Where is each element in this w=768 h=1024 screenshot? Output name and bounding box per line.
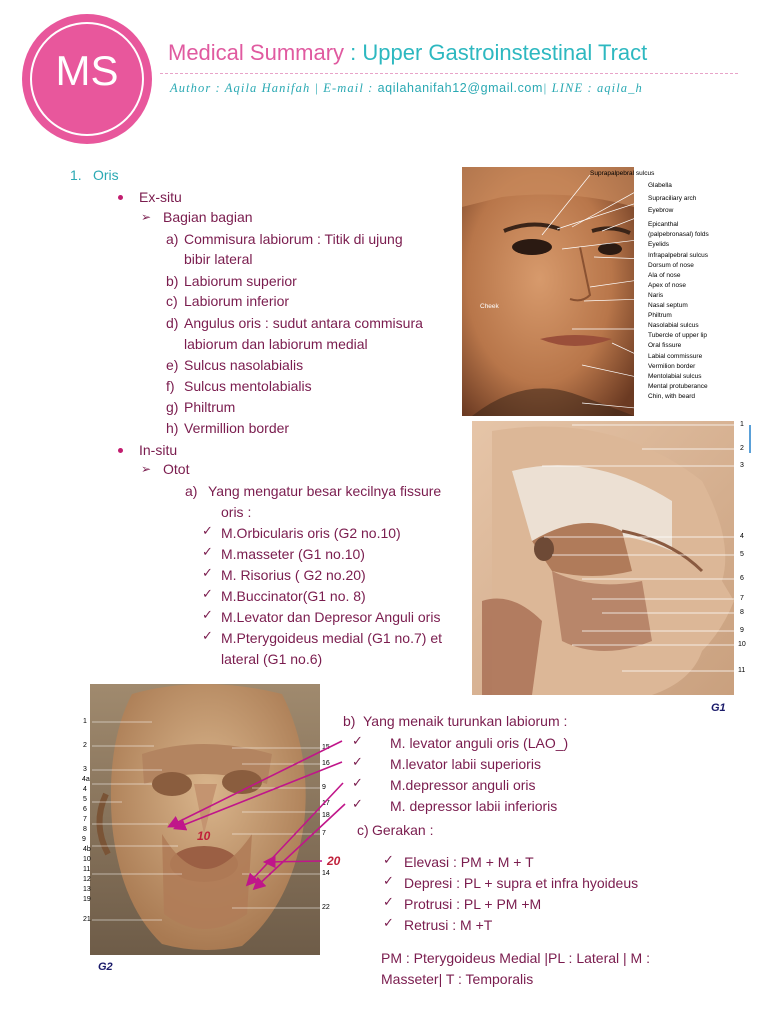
group-b-text: Yang menaik turunkan labiorum : (363, 713, 568, 729)
author-email[interactable]: aqilahanifah12@gmail.com (377, 81, 543, 95)
g2-marker-20: 20 (327, 854, 341, 868)
checkmark-icon: ✓ (352, 776, 363, 791)
checkmark-icon: ✓ (383, 895, 394, 910)
g1-number: 8 (740, 609, 744, 616)
face-callout: Ala of nose (648, 271, 681, 279)
movement-item: Retrusi : M +T (404, 917, 493, 933)
g2-number: 4 (83, 786, 87, 793)
group-c-text: Gerakan : (372, 822, 434, 838)
checkmark-icon: ✓ (352, 797, 363, 812)
muscle-item: M.Orbicularis oris (G2 no.10) (221, 525, 401, 541)
ex-item-text: Vermillion border (184, 420, 290, 436)
g2-number: 12 (83, 876, 91, 883)
face-callout: Philtrum (648, 312, 672, 320)
face-callout: Eyebrow (648, 207, 674, 215)
ex-item-text: Labiorum superior (184, 273, 297, 289)
face-callout: Chin, with beard (648, 392, 695, 400)
g2-number: 9 (322, 784, 326, 791)
face-callout: Dorsum of nose (648, 261, 694, 269)
checkmark-icon: ✓ (202, 629, 213, 644)
g2-number: 6 (83, 806, 87, 813)
labiorum-item: M.levator labii superioris (390, 756, 541, 772)
in-situ-label: In-situ (139, 442, 178, 458)
movement-item: Protrusi : PL + PM +M (404, 896, 542, 912)
arrow-line (176, 762, 342, 828)
checkmark-icon: ✓ (383, 874, 394, 889)
g2-number: 13 (83, 886, 91, 893)
g1-number: 5 (740, 551, 744, 558)
checkmark-icon: ✓ (202, 587, 213, 602)
ex-item-text: Commisura labiorum : Titik di ujung (184, 231, 403, 247)
ex-item-marker: b) (166, 273, 179, 289)
movement-item: Depresi : PL + supra et infra hyoideus (404, 875, 639, 891)
abbrev-legend-line2: Masseter| T : Temporalis (381, 971, 534, 987)
labiorum-item: M.depressor anguli oris (390, 777, 536, 793)
g2-number: 4b (83, 846, 91, 853)
in-situ-sub: Otot (163, 461, 190, 477)
face-callout: Apex of nose (648, 281, 686, 289)
ex-item-marker: h) (166, 420, 179, 436)
ex-item-text: Sulcus mentolabialis (184, 378, 312, 394)
face-callout: Mental protuberance (648, 382, 708, 390)
g1-number: 6 (740, 575, 744, 582)
face-callout: Eyelids (648, 241, 669, 249)
logo-text: MS (55, 47, 119, 94)
g2-marker-10: 10 (197, 829, 211, 843)
group-a-text: Yang mengatur besar kecilnya fissure (208, 483, 442, 499)
g2-number: 15 (322, 744, 330, 751)
g1-number: 10 (738, 641, 746, 648)
ex-item-marker: a) (166, 231, 179, 247)
labiorum-item: M. depressor labii inferioris (390, 798, 558, 814)
face-callout: (palpebronasal) folds (648, 231, 709, 239)
arrowhead-icon: ➢ (141, 462, 152, 476)
face-callout: Labial commissure (648, 352, 703, 360)
checkmark-icon: ✓ (202, 545, 213, 560)
group-a-text-cont: oris : (221, 504, 252, 520)
g2-number: 9 (82, 836, 86, 843)
muscle-item: M.Pterygoideus medial (G1 no.7) et (221, 630, 442, 646)
g1-number: 4 (740, 533, 744, 540)
g1-number: 3 (740, 462, 744, 469)
face-callout: Epicanthal (648, 221, 679, 229)
arrow-line (248, 783, 343, 884)
g1-label: G1 (711, 702, 726, 714)
ex-item-marker: f) (166, 378, 175, 394)
g2-number: 21 (83, 916, 91, 923)
g2-number: 16 (322, 760, 330, 767)
checkmark-icon: ✓ (383, 853, 394, 868)
cheek-label: Cheek (480, 303, 499, 310)
ex-item-text: Angulus oris : sudut antara commisura (184, 315, 423, 331)
arrow-line (255, 804, 345, 888)
author-text: Author : Aqila Hanifah | E-mail : (170, 81, 378, 95)
arrow-line (170, 741, 342, 826)
g2-number: 7 (83, 816, 87, 823)
abbrev-legend-line1: PM : Pterygoideus Medial |PL : Lateral | M : (381, 950, 650, 966)
face-callout: Tubercle of upper lip (648, 332, 708, 340)
group-c-marker: c) (357, 822, 369, 838)
g1-number: 7 (740, 595, 744, 602)
face-callout: Nasal septum (648, 302, 688, 310)
muscle-item-cont: lateral (G1 no.6) (221, 651, 323, 667)
ex-situ-sub: Bagian bagian (163, 209, 253, 225)
g2-number: 8 (83, 826, 87, 833)
checkmark-icon: ✓ (202, 566, 213, 581)
group-a-marker: a) (185, 483, 198, 499)
g2-number: 7 (322, 830, 326, 837)
group-b-marker: b) (343, 713, 356, 729)
muscle-item: M.Buccinator(G1 no. 8) (221, 588, 366, 604)
section-number: 1. (70, 167, 82, 183)
ex-item-text: Philtrum (184, 399, 236, 415)
ex-item-marker: e) (166, 357, 179, 373)
muscle-item: M.Levator dan Depresor Anguli oris (221, 609, 441, 625)
g1-number: 1 (740, 421, 744, 428)
muscle-item: M.masseter (G1 no.10) (221, 546, 365, 562)
g2-number: 22 (322, 904, 330, 911)
ex-item-marker: g) (166, 399, 179, 415)
title-topic: Upper Gastroinstestinal Tract (362, 40, 648, 65)
face-callout: Supraciliary arch (648, 195, 697, 203)
muscle-item: M. Risorius ( G2 no.20) (221, 567, 366, 583)
g2-number: 18 (322, 812, 330, 819)
g2-number: 17 (322, 800, 330, 807)
checkmark-icon: ✓ (202, 608, 213, 623)
face-callout: Glabella (648, 182, 672, 189)
g2-label: G2 (98, 961, 113, 973)
g2-number: 14 (322, 870, 330, 877)
g2-number: 4a (82, 776, 90, 783)
ex-item-text-cont: bibir lateral (184, 251, 253, 267)
face-callout: Vermilion border (648, 362, 696, 370)
ex-item-marker: d) (166, 315, 179, 331)
arrow-line (266, 861, 322, 862)
checkmark-icon: ✓ (202, 524, 213, 539)
movement-item: Elevasi : PM + M + T (404, 854, 534, 870)
author-line-id: | LINE : aqila_h (542, 81, 643, 95)
face-callout: Suprapalpebral sulcus (590, 170, 655, 177)
face-callout: Naris (648, 291, 664, 299)
g2-number: 11 (83, 866, 91, 873)
face-callout: Infrapalpebral sulcus (648, 251, 708, 259)
ex-situ-label: Ex-situ (139, 189, 182, 205)
section-title: Oris (93, 167, 119, 183)
checkmark-icon: ✓ (352, 734, 363, 749)
g2-number: 1 (83, 718, 87, 725)
title-separator: : (344, 40, 363, 65)
g2-number: 5 (83, 796, 87, 803)
checkmark-icon: ✓ (383, 916, 394, 931)
face-callout: Mentolabial sulcus (648, 372, 702, 380)
ex-item-marker: c) (166, 293, 178, 309)
ex-item-text: Sulcus nasolabialis (184, 357, 304, 373)
checkmark-icon: ✓ (352, 755, 363, 770)
labiorum-item: M. levator anguli oris (LAO_) (390, 735, 569, 751)
g2-number: 2 (83, 742, 87, 749)
g1-number: 11 (738, 667, 746, 674)
g1-number: 2 (740, 445, 744, 452)
face-callout: Nasolabial sulcus (648, 322, 699, 330)
face-callout: Oral fissure (648, 342, 682, 350)
arrowhead-icon: ➢ (141, 210, 152, 224)
g2-number: 10 (83, 856, 91, 863)
g1-number: 9 (740, 627, 744, 634)
ex-item-text: Labiorum inferior (184, 293, 290, 309)
g2-number: 3 (83, 766, 87, 773)
ex-item-text-cont: labiorum dan labiorum medial (184, 336, 368, 352)
g2-number: 19 (83, 896, 91, 903)
title-prefix: Medical Summary (168, 40, 345, 65)
